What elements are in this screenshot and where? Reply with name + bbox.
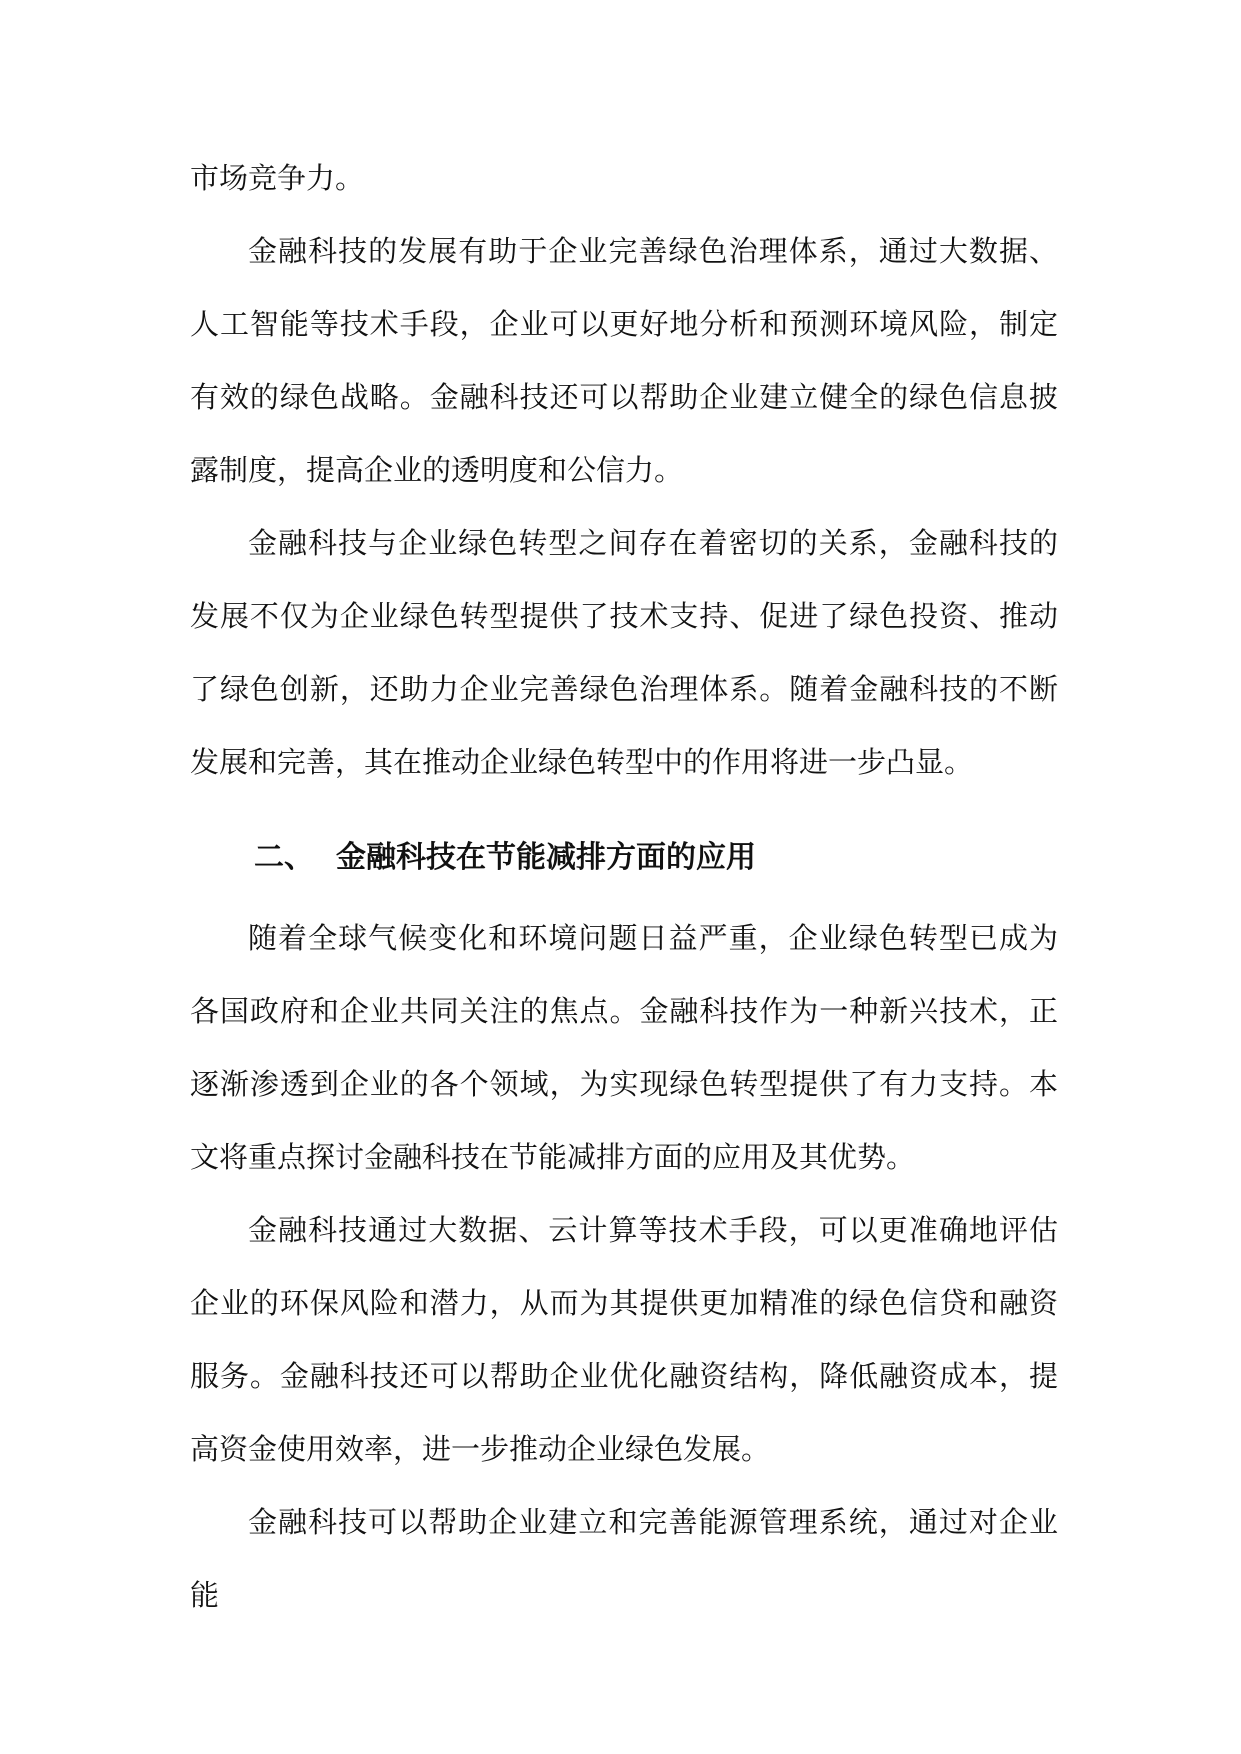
section-number: 二、 (254, 840, 314, 875)
paragraph-fintech-relationship: 金融科技与企业绿色转型之间存在着密切的关系，金融科技的发展不仅为企业绿色转型提供了技术支持、促进了绿色投资、推动了绿色创新，还助力企业完善绿色治理体系。随着金融科技的不断发展和完善，其在推动企业绿色转型中的作用将进一步凸显。 (190, 526, 1058, 779)
paragraph-climate-intro: 随着全球气候变化和环境问题日益严重，企业绿色转型已成为各国政府和企业共同关注的焦点。金融科技作为一种新兴技术，正逐渐渗透到企业的各个领域，为实现绿色转型提供了有力支持。本文将重点探讨金融科技在节能减排方面的应用及其优势。 (190, 921, 1058, 1174)
paragraph-green-credit: 金融科技通过大数据、云计算等技术手段，可以更准确地评估企业的环保风险和潜力，从而为其提供更加精准的绿色信贷和融资服务。金融科技还可以帮助企业优化融资结构，降低融资成本，提高资金使用效率，进一步推动企业绿色发展。 (190, 1213, 1058, 1466)
paragraph-energy-management: 金融科技可以帮助企业建立和完善能源管理系统，通过对企业能 (190, 1505, 1058, 1612)
paragraph-green-governance: 金融科技的发展有助于企业完善绿色治理体系，通过大数据、人工智能等技术手段，企业可以更好地分析和预测环境风险，制定有效的绿色战略。金融科技还可以帮助企业建立健全的绿色信息披露制度，提高企业的透明度和公信力。 (190, 234, 1058, 487)
paragraph-continuation: 市场竞争力。 (190, 161, 365, 195)
section-heading (190, 821, 1058, 894)
document-body (190, 142, 1058, 1632)
section-title: 金融科技在节能减排方面的应用 (336, 840, 756, 875)
